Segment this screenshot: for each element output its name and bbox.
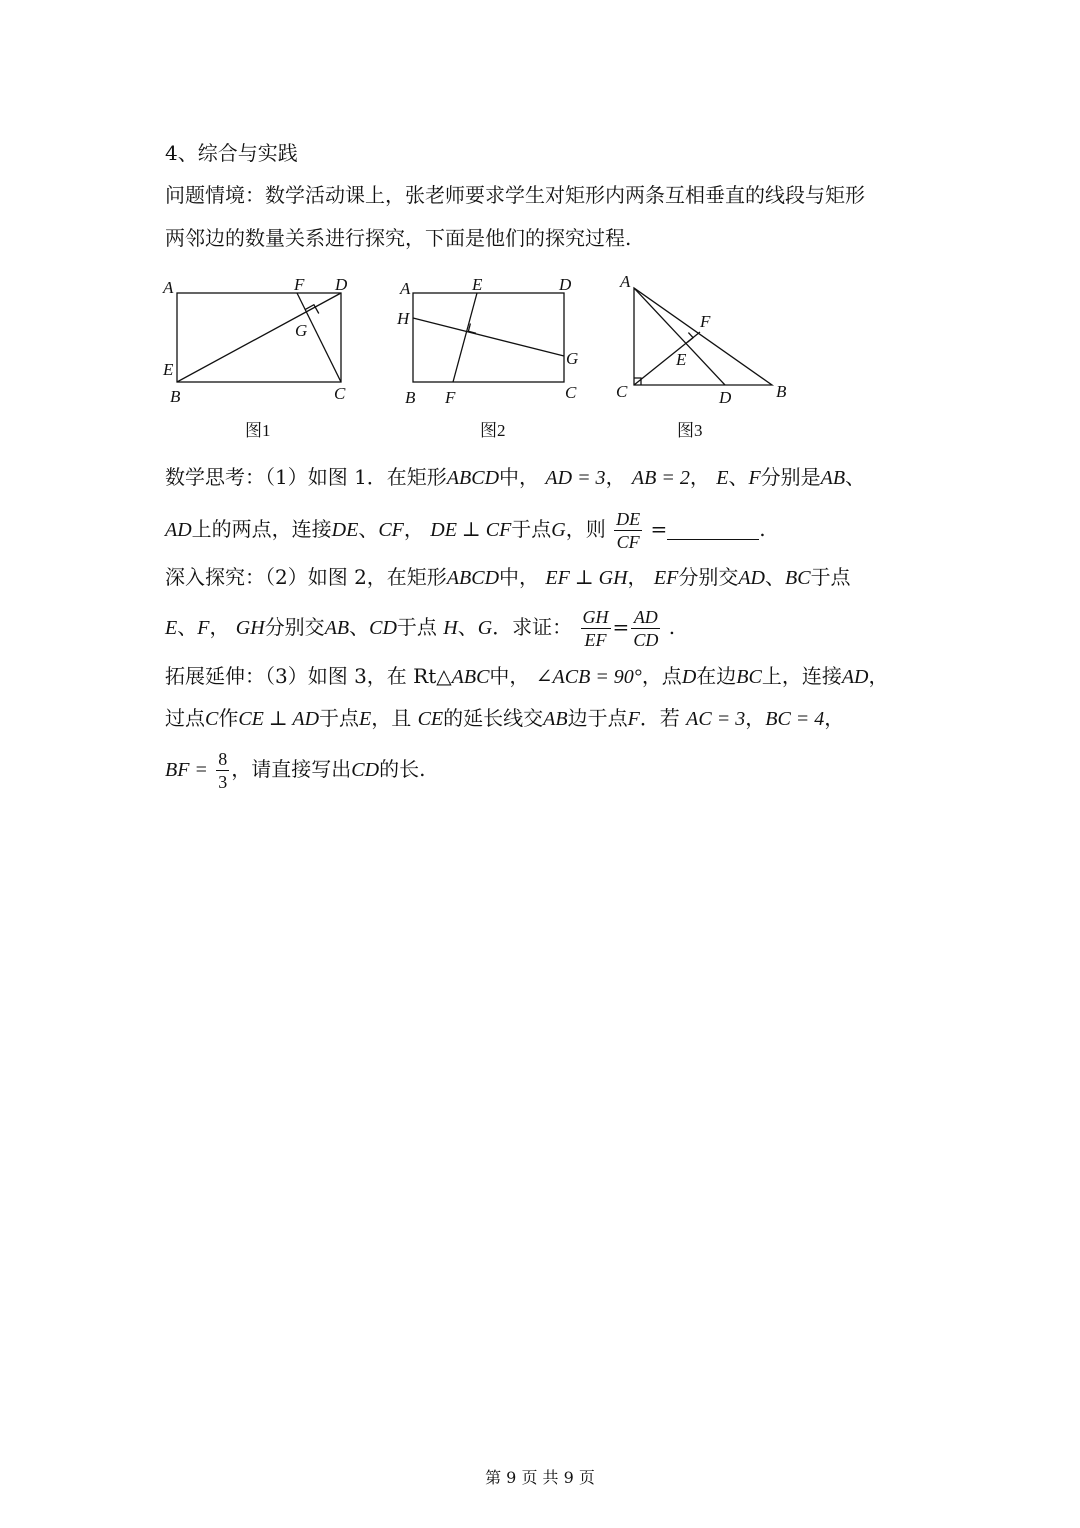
math-BC: BC (736, 666, 762, 688)
fig1-label-F: F (294, 275, 305, 294)
fraction-8-3 (216, 748, 229, 793)
math-BF: BF = (165, 759, 208, 781)
q3-line-3 (165, 747, 425, 793)
math-CD: CD (351, 759, 380, 781)
q3-text: 中， (489, 664, 530, 688)
q3-comma: ， (824, 706, 845, 730)
math-E: E (359, 708, 372, 730)
fraction-GH-EF (581, 606, 611, 651)
math-ABCD: ABCD (446, 567, 500, 589)
q2-line-2 (165, 605, 675, 651)
figure-2 (413, 293, 564, 382)
equals-sign: = (612, 615, 630, 639)
q3-comma: ， (868, 664, 889, 688)
math-C: C (205, 708, 219, 730)
math-DE-perp-CF: DE ⊥ CF (430, 519, 512, 541)
q3-text: 过点 (165, 706, 205, 730)
q3-text: ，且 (371, 706, 412, 730)
q3-text: ，点 (641, 664, 682, 688)
math-EF-perp-GH: EF ⊥ GH (545, 567, 628, 589)
q1-line-1 (165, 463, 865, 492)
q3-text: 于点 (319, 706, 360, 730)
q3-text: 作 (218, 706, 239, 730)
math-GH: GH (235, 617, 265, 639)
math-BC-eq-4: BC = 4 (765, 708, 825, 730)
fig1-label-A: A (163, 278, 174, 297)
fig2-label-B: B (405, 388, 416, 407)
fraction-numerator: DE (616, 509, 641, 529)
q1-comma: ， (605, 465, 626, 489)
fraction-numerator: AD (631, 606, 660, 629)
q3-text: 在边 (696, 664, 737, 688)
math-CE-perp-AD: CE ⊥ AD (238, 708, 320, 730)
q2-text: 分别交 (264, 615, 325, 639)
math-EF: EF (653, 567, 679, 589)
math-eq-2: = 2 (656, 467, 690, 489)
period: . (759, 517, 766, 541)
figures (150, 265, 830, 455)
q1-line-2 (165, 507, 766, 553)
fig1-label-E: E (163, 360, 174, 379)
q2-sep: 、 (457, 615, 478, 639)
math-CD: CD (369, 617, 397, 639)
math-AD: AD (738, 567, 765, 589)
fraction-denominator: EF (584, 630, 607, 650)
math-angle-ACB: ∠ACB = 90° (535, 666, 642, 688)
fig3-label-E: E (676, 350, 687, 369)
q2-comma: ， (209, 615, 230, 639)
math-BC: BC (785, 567, 811, 589)
math-E: E (165, 617, 178, 639)
fig1-caption: 图1 (245, 421, 271, 440)
fig2-label-G: G (566, 349, 579, 368)
fig2-label-A: A (400, 279, 411, 298)
math-AB: AB (631, 467, 657, 489)
fig1-label-B: B (170, 387, 181, 406)
math-G: G (477, 617, 493, 639)
math-AD: AD (841, 666, 869, 688)
q2-sep: 、 (765, 565, 785, 589)
q1-comma: ， (689, 465, 710, 489)
math-G: G (551, 519, 566, 541)
fraction-denominator: 3 (218, 772, 228, 792)
figure-3 (634, 288, 772, 385)
fraction-numerator: 8 (218, 749, 228, 769)
q2-sep: 、 (177, 615, 198, 639)
q3-line-1 (165, 662, 889, 691)
q1-text: 于点 (511, 517, 552, 541)
q3-comma: ， (745, 706, 766, 730)
q3-text: 边于点 (567, 706, 628, 730)
fig2-caption: 图2 (480, 421, 506, 440)
math-AB: AB (324, 617, 350, 639)
q1-text: 上的两点，连接 (191, 517, 332, 541)
fig3-label-F: F (700, 312, 711, 331)
q2-comma: ， (627, 565, 648, 589)
fig2-label-E: E (472, 275, 483, 294)
math-AD: AD (165, 519, 192, 541)
q1-text: ，则 (565, 517, 606, 541)
math-AD: AD (545, 467, 573, 489)
math-ABCD: ABCD (446, 467, 500, 489)
fig3-label-D: D (719, 388, 732, 407)
problem-title: 4、综合与实践 (165, 141, 298, 165)
math-D: D (681, 666, 697, 688)
intro-line-1: 问题情境：数学活动课上，张老师要求学生对矩形内两条互相垂直的线段与矩形 (165, 183, 865, 207)
fig3-label-A: A (620, 272, 631, 291)
figure-1 (177, 293, 341, 382)
fraction-denominator: CF (616, 532, 640, 552)
fig1-label-D: D (335, 275, 348, 294)
fig2-label-F: F (445, 388, 456, 407)
fig2-label-D: D (559, 275, 572, 294)
math-eq-3: = 3 (572, 467, 606, 489)
fraction-denominator: CD (633, 630, 659, 650)
q2-sep: 、 (349, 615, 370, 639)
math-F: F (627, 708, 640, 730)
answer-blank[interactable] (667, 519, 759, 540)
math-H: H (443, 617, 458, 639)
math-DE: DE (331, 519, 359, 541)
q1-text: 分别是 (760, 465, 821, 489)
q1-text: 数学思考：（1）如图 1．在矩形 (165, 465, 447, 489)
math-CE: CE (417, 708, 444, 730)
fraction-numerator: GH (582, 607, 609, 627)
q2-line-1 (165, 563, 851, 592)
q1-comma: ， (403, 517, 424, 541)
q3-text: 拓展延伸：（3）如图 3，在 Rt△ (165, 664, 452, 688)
q1-sep: 、 (845, 465, 866, 489)
q3-text: ，请直接写出 (231, 757, 352, 781)
intro-line-2: 两邻边的数量关系进行探究，下面是他们的探究过程. (165, 226, 632, 250)
q1-sep: 、 (728, 465, 749, 489)
math-AB: AB (820, 467, 846, 489)
fig2-label-H: H (397, 309, 410, 328)
fig1-label-C: C (334, 384, 346, 403)
q3-text: ．若 (639, 706, 680, 730)
math-CF: CF (378, 519, 404, 541)
fig3-caption: 图3 (677, 421, 703, 440)
q3-line-2 (165, 704, 844, 733)
q2-text: ．求证： (492, 615, 573, 639)
math-E: E (716, 467, 729, 489)
fraction-AD-CD (631, 606, 660, 651)
fig1-label-G: G (295, 321, 308, 340)
fig3-label-C: C (616, 382, 628, 401)
fraction-DE-CF (614, 508, 642, 553)
fig2-label-C: C (565, 383, 577, 402)
equals-sign: = (650, 517, 668, 541)
q2-text: 中， (499, 565, 540, 589)
q3-text: 的延长线交 (443, 706, 544, 730)
period: . (668, 615, 676, 639)
q1-text: 中， (499, 465, 540, 489)
q2-text: 深入探究：（2）如图 2，在矩形 (165, 565, 447, 589)
math-F: F (748, 467, 761, 489)
q3-text: 上，连接 (761, 664, 842, 688)
math-AC-eq-3: AC = 3 (686, 708, 746, 730)
q2-text: 于点 (810, 565, 851, 589)
page-footer: 第 9 页 共 9 页 (485, 1468, 595, 1487)
q1-sep: 、 (358, 517, 379, 541)
math-F: F (197, 617, 210, 639)
q2-text: 分别交 (678, 565, 739, 589)
math-ABC: ABC (451, 666, 490, 688)
math-AB: AB (543, 708, 568, 730)
q3-text: 的长. (379, 757, 426, 781)
q2-text: 于点 (396, 615, 437, 639)
fig3-label-B: B (776, 382, 787, 401)
